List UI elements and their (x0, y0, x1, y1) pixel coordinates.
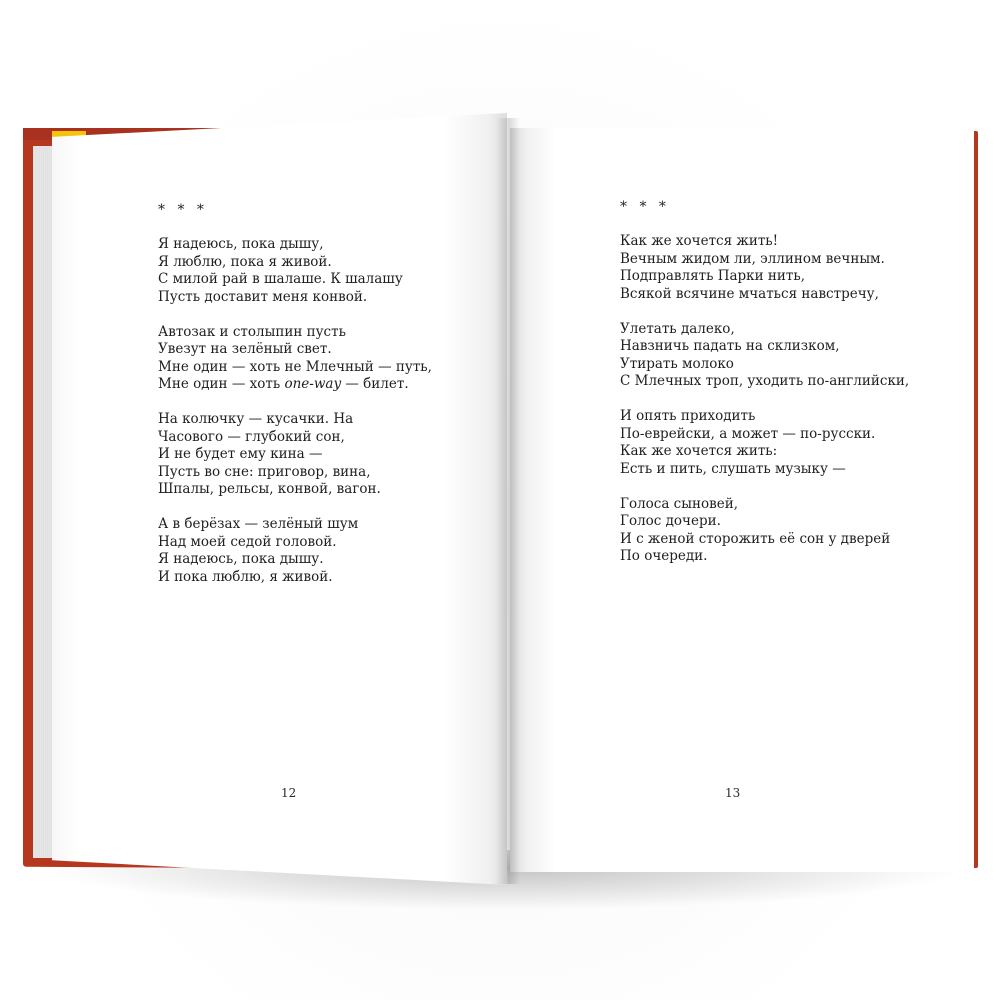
poem-line: Пусть во сне: приговор, вина, (158, 463, 371, 480)
stanza (620, 233, 909, 303)
poem-line: Есть и пить, слушать музыку — (620, 460, 846, 477)
poem-line: С милой рай в шалаше. К шалашу (158, 271, 403, 287)
poem-line: Всякой всячине мчаться навстречу, (620, 285, 879, 302)
poem-line: Вечным жидом ли, эллином вечным. (620, 250, 885, 267)
poem-line: Шпалы, рельсы, конвой, вагон. (158, 481, 381, 497)
poem-line: Увезут на зелёный свет. (158, 341, 332, 357)
page-number-right: 13 (725, 786, 741, 800)
poem-line: Над моей седой головой. (158, 533, 337, 550)
poem-line: На колючку — кусачки. На (158, 411, 354, 427)
stanza (620, 496, 909, 566)
poem-line: И не будет ему кина — (158, 446, 323, 462)
poem-line: Подправлять Парки нить, (620, 268, 805, 284)
poem-line: Утирать молоко (620, 355, 734, 372)
stanza (620, 408, 909, 478)
poem-line: По очереди. (620, 548, 708, 564)
poem-line: Пусть доставит меня конвой. (158, 288, 368, 305)
poem-line: И пока люблю, я живой. (158, 568, 333, 585)
poem-separator: * * * (620, 199, 670, 215)
poem-line: Голос дочери. (620, 513, 721, 529)
stanza (158, 324, 432, 394)
page-number-left: 12 (281, 786, 297, 800)
left-poem (158, 202, 432, 604)
stanza (158, 236, 432, 306)
poem-separator: * * * (158, 202, 208, 218)
poem-line: Автозак и столыпин пусть (158, 323, 346, 340)
right-poem (620, 199, 909, 583)
poem-line: Улетать далеко, (620, 320, 735, 337)
poem-line: С Млечных троп, уходить по-английски, (620, 373, 910, 389)
poem-line: Я надеюсь, пока дышу. (158, 551, 324, 567)
poem-line: Я люблю, пока я живой. (158, 253, 332, 270)
stanza (158, 411, 432, 499)
poem-line: Мне один — хоть не Млечный — путь, (158, 358, 432, 375)
poem-line: Как же хочется жить: (620, 443, 778, 459)
poem-line: И опять приходить (620, 408, 756, 424)
stanza (158, 516, 432, 586)
stanza (620, 321, 909, 391)
poem-line: Голоса сыновей, (620, 495, 738, 512)
poem-line: Я надеюсь, пока дышу, (158, 236, 324, 252)
poem-line: По-еврейски, а может — по-русски. (620, 425, 876, 442)
poem-line: Навзничь падать на склизком, (620, 338, 840, 354)
book-gutter (496, 118, 520, 884)
poem-line: Мне один — хоть one-way — билет. (158, 376, 409, 392)
poem-line: И с женой сторожить её сон у дверей (620, 530, 891, 547)
poem-line: А в берёзах — зелёный шум (158, 516, 359, 532)
poem-line: Часового — глубокий сон, (158, 428, 345, 445)
poem-line: Как же хочется жить! (620, 233, 779, 249)
